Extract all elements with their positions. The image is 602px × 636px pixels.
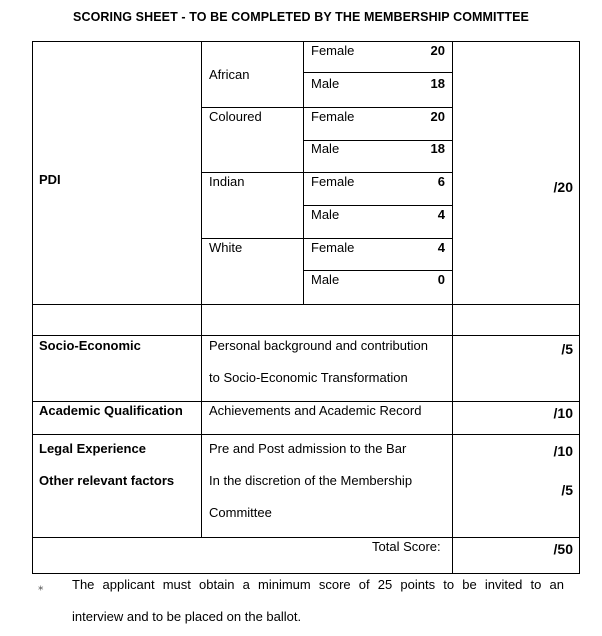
points-value: 20 bbox=[430, 109, 445, 124]
row-divider bbox=[32, 304, 580, 305]
col-divider-1 bbox=[201, 41, 202, 537]
points-value: 0 bbox=[437, 272, 445, 287]
row-divider bbox=[303, 72, 452, 73]
pdi-label: PDI bbox=[39, 172, 61, 187]
socio-economic-desc-line2: to Socio-Economic Transformation bbox=[209, 370, 408, 385]
note-bullet: ⁎ bbox=[38, 581, 44, 593]
legal-label: Legal Experience bbox=[39, 441, 146, 456]
col-divider-2 bbox=[452, 41, 453, 574]
row-divider bbox=[201, 238, 452, 239]
points-value: 4 bbox=[437, 207, 445, 222]
other-label: Other relevant factors bbox=[39, 473, 175, 488]
row-divider bbox=[303, 270, 452, 271]
row-divider bbox=[32, 434, 580, 435]
academic-label: Academic Qualification bbox=[39, 403, 183, 418]
row-divider bbox=[201, 107, 452, 108]
note-line2: interview and to be placed on the ballot. bbox=[72, 609, 302, 624]
points-value: 18 bbox=[430, 76, 445, 91]
points-value: 6 bbox=[437, 174, 445, 189]
other-desc-line2: Committee bbox=[209, 505, 272, 520]
points-value: 18 bbox=[430, 141, 445, 156]
total-score: /50 bbox=[553, 541, 573, 557]
socio-economic-desc-line1: Personal background and contribution bbox=[209, 338, 428, 353]
gender-label: Male bbox=[311, 207, 340, 222]
gender-label: Female bbox=[311, 174, 355, 189]
academic-score: /10 bbox=[553, 405, 573, 421]
gender-label: Male bbox=[311, 272, 340, 287]
gender-label: Female bbox=[311, 240, 355, 255]
points-value: 20 bbox=[430, 43, 445, 58]
other-score: /5 bbox=[561, 482, 573, 498]
gender-label: Male bbox=[311, 141, 340, 156]
socio-economic-score: /5 bbox=[561, 341, 573, 357]
academic-desc: Achievements and Academic Record bbox=[209, 403, 422, 418]
group-coloured: Coloured bbox=[209, 109, 262, 124]
note-line1: The applicant must obtain a minimum score of 25 points to be invited to an bbox=[72, 577, 564, 592]
group-african: African bbox=[209, 67, 250, 82]
row-divider bbox=[303, 205, 452, 206]
gender-label: Female bbox=[311, 109, 355, 124]
group-white: White bbox=[209, 240, 243, 255]
scoring-table bbox=[32, 41, 580, 574]
pdi-score: /20 bbox=[553, 179, 573, 195]
row-divider bbox=[32, 537, 580, 538]
socio-economic-label: Socio-Economic bbox=[39, 338, 141, 353]
row-divider bbox=[32, 335, 580, 336]
gender-label: Female bbox=[311, 43, 355, 58]
page-title: SCORING SHEET - TO BE COMPLETED BY THE MEMBERSHIP COMMITTEE bbox=[73, 10, 529, 24]
gender-label: Male bbox=[311, 76, 340, 91]
legal-desc: Pre and Post admission to the Bar bbox=[209, 441, 407, 456]
row-divider bbox=[201, 172, 452, 173]
row-divider bbox=[32, 401, 580, 402]
group-indian: Indian bbox=[209, 174, 245, 189]
points-value: 4 bbox=[437, 240, 445, 255]
total-label: Total Score: bbox=[372, 539, 441, 554]
other-desc-line1: In the discretion of the Membership bbox=[209, 473, 413, 488]
legal-score: /10 bbox=[553, 443, 573, 459]
